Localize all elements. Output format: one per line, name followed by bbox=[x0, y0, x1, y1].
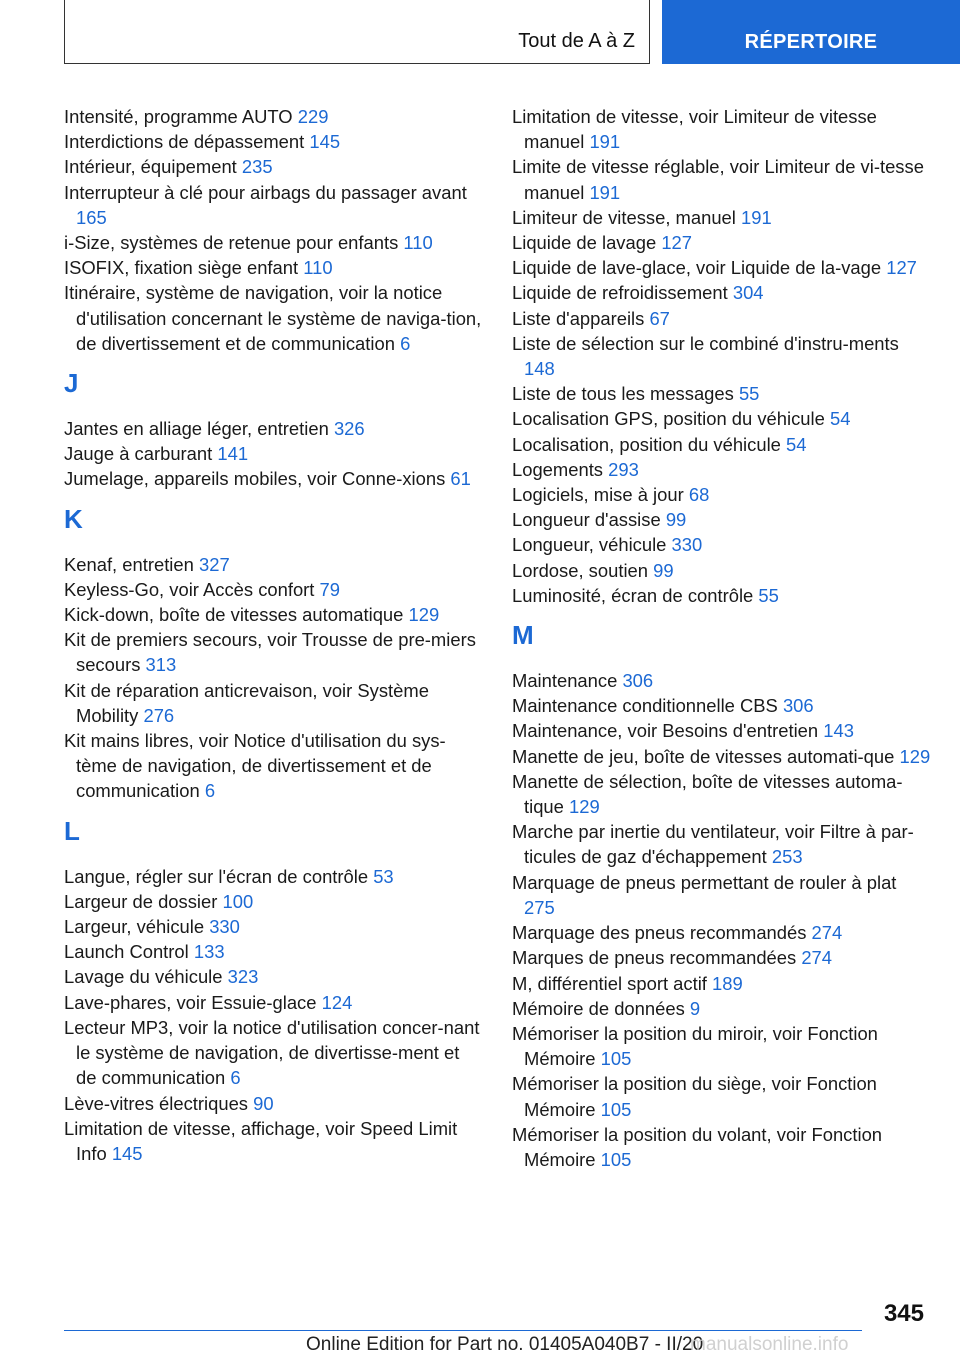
index-page-link[interactable]: 55 bbox=[758, 584, 779, 606]
index-entry bbox=[512, 971, 932, 996]
index-page-link[interactable]: 189 bbox=[712, 972, 743, 994]
index-entry-text: Langue, régler sur l'écran de contrôle bbox=[64, 865, 369, 887]
index-entry-text: Lève-vitres électriques bbox=[64, 1092, 248, 1114]
index-column-right bbox=[512, 104, 932, 1172]
index-entry bbox=[512, 1122, 932, 1172]
index-page-link[interactable]: 6 bbox=[204, 780, 216, 802]
index-page-link[interactable]: 53 bbox=[373, 865, 394, 887]
index-page-link[interactable]: 9 bbox=[689, 997, 701, 1019]
index-entry-text: Limitation de vitesse, affichage, voir Speed Limit Info bbox=[64, 1117, 458, 1164]
index-page-link[interactable]: 274 bbox=[801, 947, 833, 969]
index-entry-text: Localisation, position du véhicule bbox=[512, 433, 781, 455]
index-page-link[interactable]: 90 bbox=[253, 1092, 274, 1114]
index-entry bbox=[64, 552, 484, 577]
index-page-link[interactable]: 105 bbox=[600, 1048, 632, 1070]
index-entry-text: Liste d'appareils bbox=[512, 307, 645, 329]
index-page-link[interactable]: 67 bbox=[649, 307, 670, 329]
index-entry-text: M, différentiel sport actif bbox=[512, 972, 707, 994]
index-page-link[interactable]: 327 bbox=[198, 553, 230, 575]
index-entry-text: Mémoriser la position du volant, voir Fonction Mémoire bbox=[512, 1123, 883, 1170]
index-entry-text: Largeur, véhicule bbox=[64, 916, 205, 938]
index-letter-heading: M bbox=[512, 620, 534, 651]
index-entry bbox=[512, 280, 932, 305]
index-entry bbox=[64, 280, 484, 356]
index-entry-text: Logiciels, mise à jour bbox=[512, 484, 684, 506]
index-entry-text: Keyless-Go, voir Accès confort bbox=[64, 578, 315, 600]
index-entry-text: Liste de sélection sur le combiné d'instru-ments bbox=[512, 332, 899, 354]
index-page-link[interactable]: 55 bbox=[738, 383, 760, 405]
index-entry-text: Liquide de lave-glace, voir Liquide de la-vage bbox=[512, 257, 882, 279]
index-page-link[interactable]: 191 bbox=[589, 181, 621, 203]
header-tab-a-to-z[interactable] bbox=[64, 0, 650, 64]
index-entry bbox=[512, 668, 932, 693]
index-entry-text: Longueur d'assise bbox=[512, 509, 661, 531]
index-page-link[interactable]: 79 bbox=[319, 578, 341, 600]
index-entry-text: Largeur de dossier bbox=[64, 890, 218, 912]
index-entry bbox=[512, 230, 932, 255]
index-entry-text: Kit mains libres, voir Notice d'utilisation du sys-tème de navigation, de divertissement et de communication bbox=[64, 730, 446, 802]
index-entry bbox=[64, 939, 484, 964]
index-page-link[interactable]: 61 bbox=[450, 468, 471, 490]
index-entry-text: Intensité, programme AUTO bbox=[64, 106, 293, 127]
index-entry-text: Intérieur, équipement bbox=[64, 156, 237, 178]
index-page-link[interactable]: 330 bbox=[209, 916, 240, 938]
index-entry-text: Luminosité, écran de contrôle bbox=[512, 584, 754, 606]
index-entry-text: Jumelage, appareils mobiles, voir Conne-xions bbox=[64, 468, 446, 490]
index-page-link[interactable]: 145 bbox=[309, 131, 341, 153]
index-page-link[interactable]: 105 bbox=[600, 1098, 632, 1120]
index-entry-text: Kick-down, boîte de vitesses automatique bbox=[64, 604, 404, 626]
index-page-link[interactable]: 145 bbox=[111, 1142, 143, 1164]
index-page-link[interactable]: 54 bbox=[829, 408, 851, 430]
index-entry bbox=[64, 416, 484, 441]
index-entry-text: Maintenance conditionnelle CBS bbox=[512, 695, 778, 717]
index-page-link[interactable]: 6 bbox=[230, 1067, 241, 1089]
index-entry-text: Mémoire de données bbox=[512, 997, 685, 1019]
watermark-text: manualsonline.info bbox=[690, 1334, 849, 1355]
index-entry bbox=[64, 577, 484, 602]
index-page-link[interactable]: 253 bbox=[771, 846, 803, 868]
index-entry bbox=[64, 990, 484, 1015]
index-page-link[interactable]: 191 bbox=[740, 206, 772, 228]
index-entry bbox=[512, 532, 932, 557]
index-entry bbox=[512, 432, 932, 457]
index-page-link[interactable]: 110 bbox=[403, 232, 433, 254]
index-entry bbox=[64, 1091, 484, 1116]
index-page-link[interactable]: 141 bbox=[217, 443, 249, 465]
index-page-link[interactable]: 274 bbox=[811, 922, 843, 944]
index-entry-text: Kit de réparation anticrevaison, voir Système Mobility bbox=[64, 679, 429, 726]
index-page-link[interactable]: 6 bbox=[400, 332, 411, 354]
index-entry-text: Manette de sélection, boîte de vitesses automa-tique bbox=[512, 770, 903, 818]
index-entry bbox=[512, 381, 932, 406]
index-entry bbox=[512, 718, 932, 743]
index-entry-text: Maintenance bbox=[512, 670, 618, 692]
index-page-link[interactable]: 235 bbox=[241, 156, 273, 178]
index-entry-text: ISOFIX, fixation siège enfant bbox=[64, 257, 299, 279]
header-tab-repertoire[interactable] bbox=[662, 0, 960, 64]
index-page-link[interactable]: 148 bbox=[524, 358, 555, 380]
index-entry bbox=[64, 728, 484, 804]
index-entry-text: Marquage de pneus permettant de rouler à plat bbox=[512, 871, 897, 893]
index-entry-text: Kenaf, entretien bbox=[64, 553, 194, 575]
header-tab-active-label: RÉPERTOIRE bbox=[744, 31, 878, 53]
index-entry-text: Localisation GPS, position du véhicule bbox=[512, 408, 825, 430]
index-page-link[interactable]: 326 bbox=[333, 418, 365, 440]
index-entry bbox=[512, 693, 932, 718]
index-entry bbox=[64, 889, 484, 914]
index-entry bbox=[64, 104, 484, 129]
index-entry-text: Jantes en alliage léger, entretien bbox=[64, 418, 329, 440]
index-entry-text: Interdictions de dépassement bbox=[64, 131, 305, 153]
index-entry-text: Marche par inertie du ventilateur, voir Filtre à par-ticules de gaz d'échappement bbox=[512, 821, 914, 868]
index-entry bbox=[64, 602, 484, 627]
index-entry bbox=[512, 457, 932, 482]
index-entry bbox=[512, 870, 932, 920]
index-entry-text: Interrupteur à clé pour airbags du passager avant bbox=[64, 181, 467, 203]
index-entry bbox=[64, 1116, 484, 1166]
index-entry bbox=[512, 154, 932, 204]
index-entry bbox=[512, 205, 932, 230]
index-page-link[interactable]: 129 bbox=[569, 796, 600, 818]
index-entry-text: Marques de pneus recommandées bbox=[512, 947, 797, 969]
index-page-link[interactable]: 54 bbox=[786, 433, 807, 455]
index-entry bbox=[512, 406, 932, 431]
index-entry bbox=[64, 230, 484, 255]
index-page-link[interactable]: 124 bbox=[321, 991, 353, 1013]
index-page-link[interactable]: 191 bbox=[589, 131, 621, 153]
index-entry-text: Kit de premiers secours, voir Trousse de pre-miers secours bbox=[64, 629, 476, 676]
index-entry bbox=[512, 482, 932, 507]
index-page-link[interactable]: 229 bbox=[297, 106, 329, 127]
index-page-link[interactable]: 127 bbox=[886, 257, 917, 279]
index-entry-text: Limiteur de vitesse, manuel bbox=[512, 206, 736, 228]
index-entry-text: Lave-phares, voir Essuie-glace bbox=[64, 991, 317, 1013]
index-page-link[interactable]: 304 bbox=[732, 282, 764, 304]
index-page-link[interactable]: 99 bbox=[665, 509, 687, 531]
index-page-link[interactable]: 68 bbox=[688, 484, 710, 506]
index-entry bbox=[64, 914, 484, 939]
index-entry-text: Lecteur MP3, voir la notice d'utilisation concer-nant le système de navigation, de divertisse-ment et de communication bbox=[64, 1016, 480, 1089]
index-page-link[interactable]: 330 bbox=[671, 534, 703, 556]
index-entry-text: Liquide de lavage bbox=[512, 232, 657, 254]
index-entry bbox=[512, 945, 932, 970]
page-number: 345 bbox=[883, 1300, 924, 1327]
index-page-link[interactable]: 129 bbox=[408, 604, 440, 626]
index-entry bbox=[64, 864, 484, 889]
index-page-link[interactable]: 100 bbox=[222, 890, 254, 912]
index-page-link[interactable]: 127 bbox=[661, 232, 692, 254]
index-entry bbox=[64, 129, 484, 154]
index-entry-text: Marquage des pneus recommandés bbox=[512, 922, 807, 944]
index-entry-text: Longueur, véhicule bbox=[512, 534, 667, 556]
index-page-link[interactable]: 293 bbox=[608, 458, 639, 480]
index-entry bbox=[512, 255, 932, 280]
index-entry bbox=[64, 964, 484, 989]
index-entry bbox=[64, 1015, 484, 1091]
index-letter-heading: K bbox=[64, 503, 83, 534]
index-entry-text: Mémoriser la position du siège, voir Fonction Mémoire bbox=[512, 1073, 877, 1120]
index-page-link[interactable]: 306 bbox=[622, 670, 654, 692]
index-page-link[interactable]: 110 bbox=[303, 257, 333, 279]
index-entry bbox=[512, 1071, 932, 1121]
index-entry-text: Launch Control bbox=[64, 941, 189, 963]
index-page-link[interactable]: 133 bbox=[193, 941, 225, 963]
footer-rule bbox=[64, 1330, 862, 1331]
index-entry-text: Logements bbox=[512, 458, 603, 480]
index-page-link[interactable]: 276 bbox=[143, 704, 175, 726]
index-entry bbox=[512, 331, 932, 381]
index-column-left bbox=[64, 104, 484, 1166]
index-entry-text: Limite de vitesse réglable, voir Limiteur de vi-tesse manuel bbox=[512, 156, 924, 203]
index-entry bbox=[512, 996, 932, 1021]
index-entry bbox=[512, 819, 932, 869]
index-page-link[interactable]: 143 bbox=[823, 720, 854, 742]
index-entry-text: Lordose, soutien bbox=[512, 559, 648, 581]
footer-edition: Online Edition for Part no. 01405A040B7 - II/20 bbox=[306, 1334, 704, 1355]
index-entry bbox=[512, 920, 932, 945]
header-tab-label: Tout de A à Z bbox=[518, 30, 635, 52]
index-entry bbox=[64, 255, 484, 280]
index-entry-text: Maintenance, voir Besoins d'entretien bbox=[512, 720, 819, 742]
index-entry bbox=[64, 180, 484, 230]
index-letter-heading: L bbox=[64, 815, 80, 846]
index-entry bbox=[512, 1021, 932, 1071]
index-entry bbox=[64, 466, 484, 491]
index-entry bbox=[512, 104, 932, 154]
index-entry-text: Limitation de vitesse, voir Limiteur de vitesse manuel bbox=[512, 106, 877, 153]
index-page-link[interactable]: 99 bbox=[653, 559, 674, 581]
index-page-link[interactable]: 165 bbox=[76, 206, 107, 228]
index-entry-text: Manette de jeu, boîte de vitesses automati-que bbox=[512, 745, 895, 767]
index-entry bbox=[64, 678, 484, 728]
index-entry bbox=[512, 583, 932, 608]
index-page-link[interactable]: 306 bbox=[782, 695, 814, 717]
index-entry bbox=[64, 441, 484, 466]
index-page-link[interactable]: 275 bbox=[524, 896, 555, 918]
index-page-link[interactable]: 313 bbox=[145, 654, 177, 676]
index-page-link[interactable]: 105 bbox=[600, 1148, 632, 1170]
index-letter-heading: J bbox=[64, 368, 79, 399]
index-entry bbox=[64, 627, 484, 677]
index-page-link[interactable]: 323 bbox=[227, 966, 259, 988]
index-entry-text: Jauge à carburant bbox=[64, 443, 213, 465]
index-entry bbox=[512, 744, 932, 769]
index-entry-text: Itinéraire, système de navigation, voir la notice d'utilisation concernant le système de naviga-tion, de divertissement et de communication bbox=[64, 282, 482, 354]
index-entry bbox=[64, 154, 484, 179]
index-entry-text: Lavage du véhicule bbox=[64, 966, 223, 988]
index-entry-text: Liquide de refroidissement bbox=[512, 282, 728, 304]
index-entry bbox=[512, 558, 932, 583]
index-entry-text: Mémoriser la position du miroir, voir Fonction Mémoire bbox=[512, 1022, 878, 1070]
index-entry-text: Liste de tous les messages bbox=[512, 383, 734, 405]
index-entry bbox=[512, 769, 932, 819]
index-entry-text: i-Size, systèmes de retenue pour enfants bbox=[64, 232, 399, 254]
index-entry bbox=[512, 306, 932, 331]
index-page-link[interactable]: 129 bbox=[899, 745, 931, 767]
index-entry bbox=[512, 507, 932, 532]
